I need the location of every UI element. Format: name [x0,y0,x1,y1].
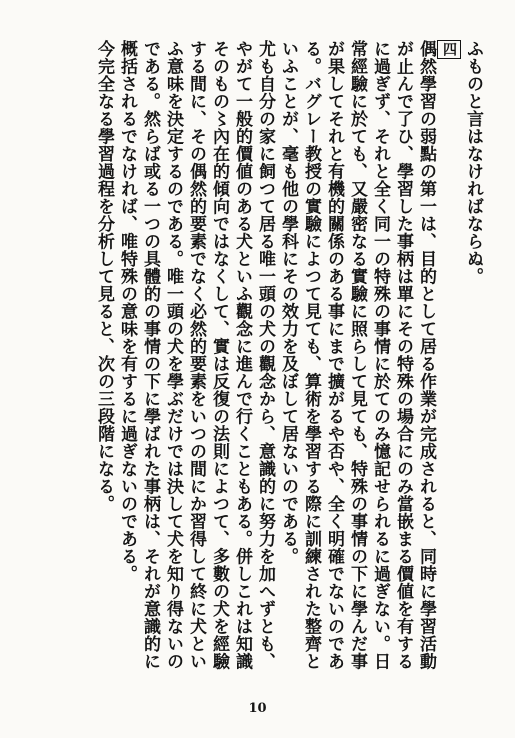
closing-line: ふものと言はなければならぬ。 [463,40,483,285]
section-number [437,40,461,680]
section-number-label: 四 [437,40,461,59]
page-number: 10 [248,701,267,716]
vertical-text-body [34,40,484,680]
paragraph-analysis: 今完全なる學習過程を分析して見ると、次の三段階になる。 [94,40,114,513]
paragraph-weakness: 偶然學習の弱點の第一は、目的として居る作業が完成されると、同時に學習活動が止んで了ひ、學習した事柄は單にその特殊の場合にのみ當嵌まる價値を有するに過ぎず、それと全く同一の特殊の事情に於てのみ憶記せられるに過ぎない。日常經驗に於ても、又嚴密なる實驗に照らして見ても、特殊の事情の下に學んだ事が果してそれと有機的關係のある事にまで擴がるや否や、全く明確でないのである。バグレー教授の實驗によつて見ても、算術を學習する際に訓練された整齊といふことが、毫も他の學科にその效力を及ぼして居ないのである。 [278,40,436,670]
paragraph-dog-concept: 尤も自分の家に飼つて居る唯一頭の犬の觀念から、意識的に努力を加へずとも、やがて一般的價値のある犬といふ觀念に進んで行くこともある。併しこれは知識そのもの〻內在的傾向ではなくして、實は反復の法則によつて、多數の犬を經驗する間に、その偶然的要素でなく必然的要素をいつの間にか習得して終に犬といふ意味を決定するのである。唯一頭の犬を學ぶだけでは決して犬を知り得ないのである。然らば或る一つの具體的の事情の下に學ばれた事柄は、それが意識的に概括されるでなければ、唯特殊の意味を有するに過ぎないのである。 [117,40,275,670]
